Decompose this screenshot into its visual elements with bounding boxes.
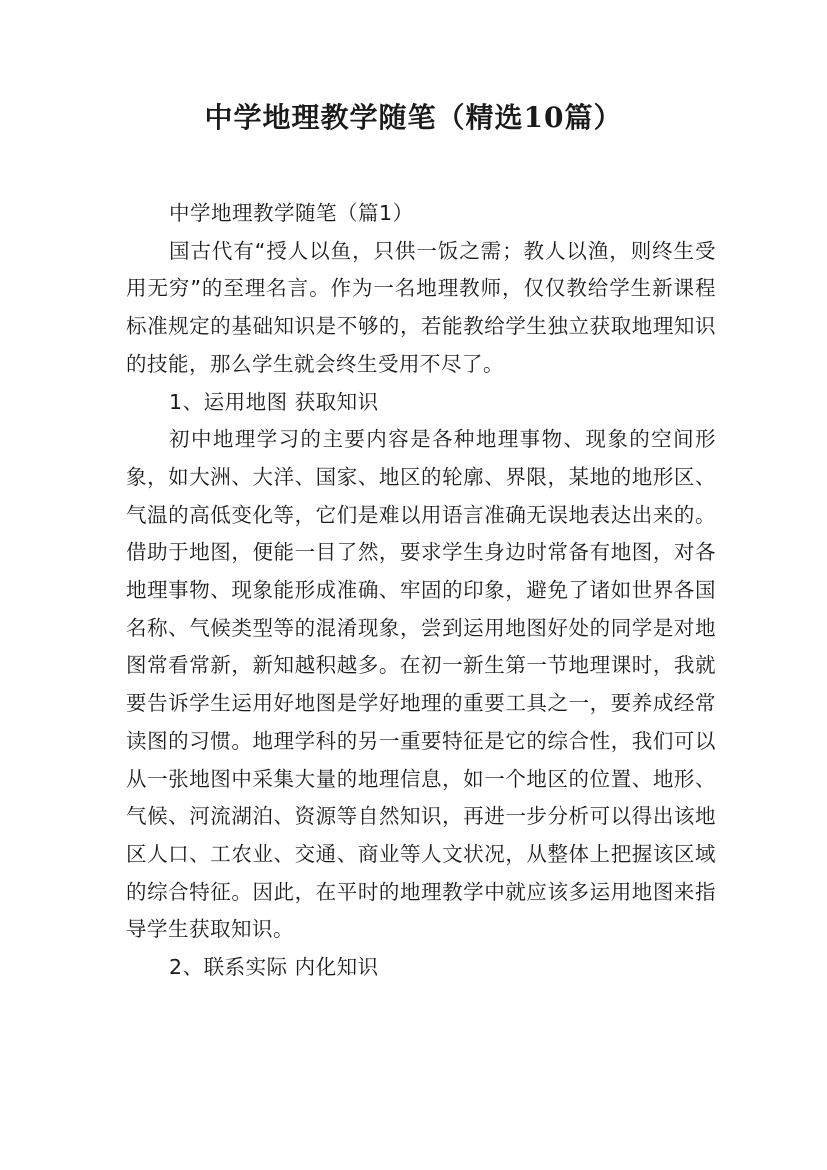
subheading-map: 1、运用地图 获取知识 <box>169 389 379 414</box>
intro-paragraph: 国古代有“授人以鱼，只供一饭之需；教人以渔，则终生受用无穷”的至理名言。作为一名地理教师，仅仅教给学生新课程标准规定的基础知识是不够的，若能教给学生独立获取地理知识的技能，那么学生就会终生受用不尽了。 <box>126 238 716 376</box>
section-heading-1: 中学地理教学随笔（篇1） <box>169 201 414 225</box>
subheading-practice: 2、联系实际 内化知识 <box>169 955 379 980</box>
document-body <box>126 195 716 987</box>
map-paragraph: 初中地理学习的主要内容是各种地理事物、现象的空间形象，如大洲、大洋、国家、地区的轮廓、界限，某地的地形区、气温的高低变化等，它们是难以用语言准确无误地表达出来的。借助于地图，便能一目了然，要求学生身边时常备有地图，对各地理事物、现象能形成准确、牢固的印象，避免了诸如世界各国名称、气候类型等的混淆现象，尝到运用地图好处的同学是对地图常看常新，新知越积越多。在初一新生第一节地理课时，我就要告诉学生运用好地图是学好地理的重要工具之一，要养成经常读图的习惯。地理学科的另一重要特征是它的综合性，我们可以从一张地图中采集大量的地理信息，如一个地区的位置、地形、气候、河流湖泊、资源等自然知识，再进一步分析可以得出该地区人口、工农业、交通、商业等人文状况，从整体上把握该区域的综合特征。因此，在平时的地理教学中就应该多运用地图来指导学生获取知识。 <box>126 427 716 942</box>
document-title: 中学地理教学随笔（精选10篇） <box>204 101 623 134</box>
